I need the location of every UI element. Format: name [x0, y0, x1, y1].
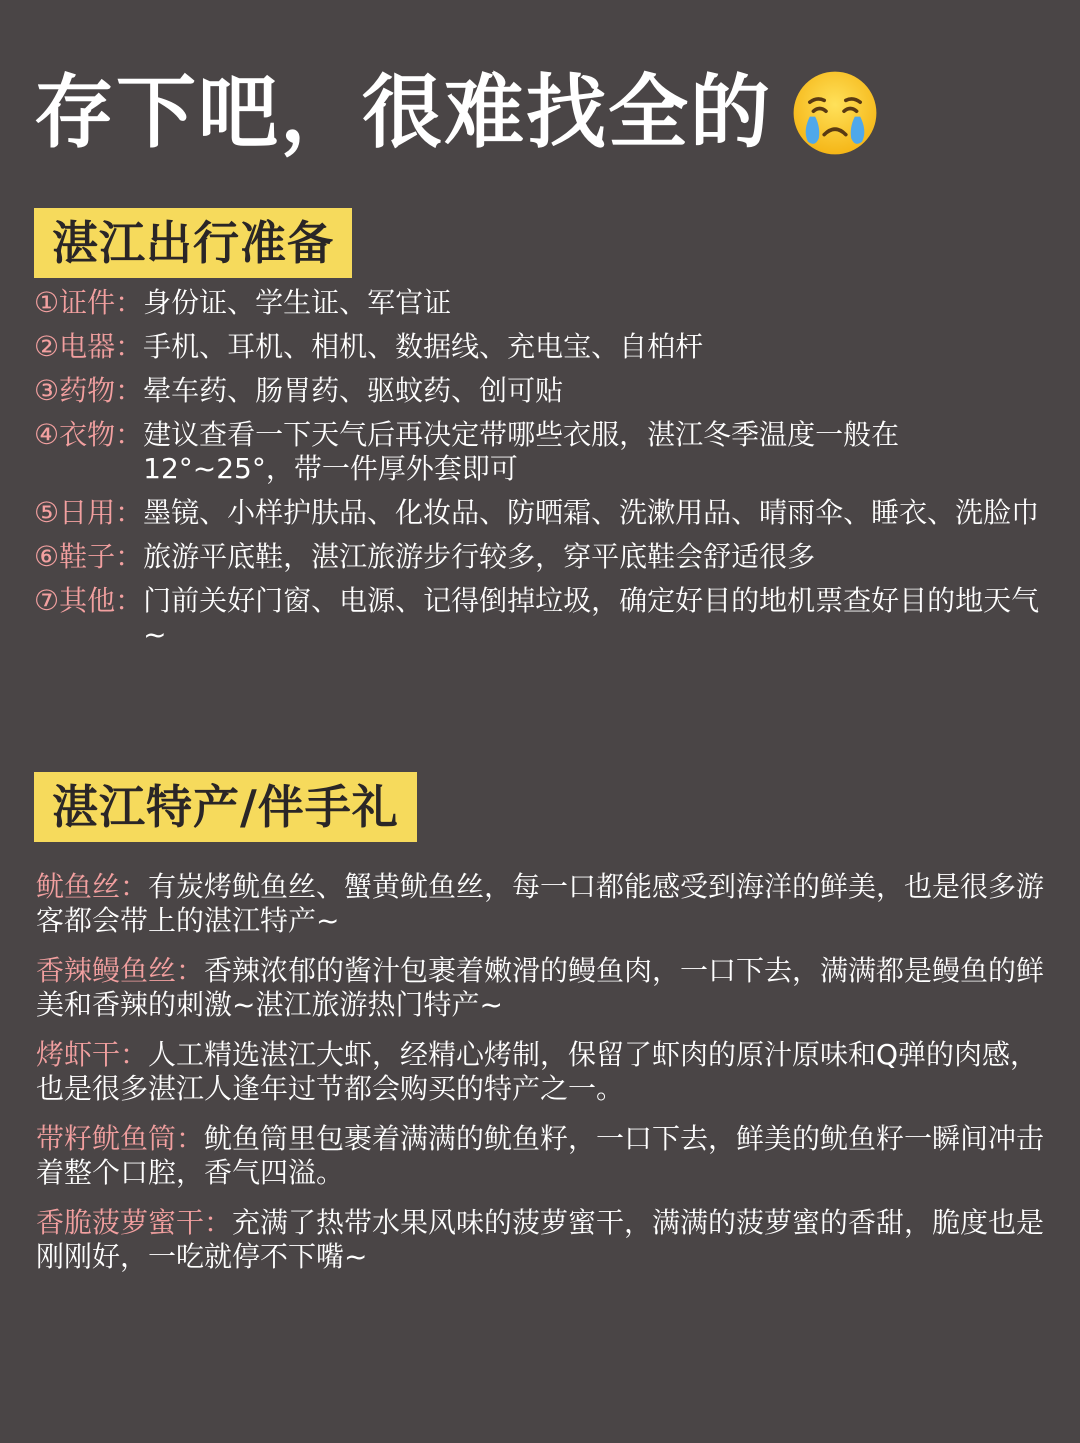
prep-text: 手机、耳机、相机、数据线、充电宝、自柏杆: [143, 330, 704, 363]
prep-text: 墨镜、小样护肤品、化妆品、防晒霜、洗漱用品、晴雨伞、睡衣、洗脸巾: [143, 496, 1040, 529]
prep-item-electronics: [34, 330, 1044, 364]
specialty-section-header: 湛江特产/伴手礼: [34, 772, 417, 842]
specialty-item-spicy-eel: [36, 954, 1056, 1022]
specialty-item-squid-shreds: [36, 870, 1056, 938]
prep-label: ①证件: [34, 286, 116, 319]
prep-colon: ：: [115, 418, 144, 451]
prep-colon: ：: [115, 330, 144, 363]
specialty-label: 香脆菠萝蜜干：: [36, 1206, 233, 1239]
prep-text: 旅游平底鞋，湛江旅游步行较多，穿平底鞋会舒适很多: [143, 540, 816, 573]
specialty-item-dried-shrimp: [36, 1038, 1056, 1106]
prep-item-medicine: [34, 374, 1044, 408]
specialty-text: 人工精选湛江大虾，经精心烤制，保留了虾肉的原汁原味和Q弹的肉感，也是很多湛江人逢年过节都会购买的特产之一。: [36, 1038, 1039, 1105]
specialty-label: 香辣鳗鱼丝：: [36, 954, 205, 987]
prep-label: ③药物: [34, 374, 116, 407]
page-title: 存下吧，很难找全的: [34, 66, 772, 159]
specialty-label: 烤虾干：: [36, 1038, 149, 1071]
prep-label: ⑥鞋子: [34, 540, 116, 573]
prep-colon: ：: [115, 584, 144, 617]
prep-text: 晕车药、肠胃药、驱蚊药、创可贴: [143, 374, 564, 407]
prep-text: 建议查看一下天气后再决定带哪些衣服，湛江冬季温度一般在12°~25°，带一件厚外套即可: [143, 418, 900, 485]
prep-item-daily: [34, 496, 1044, 530]
prep-item-shoes: [34, 540, 1044, 574]
prep-text: 身份证、学生证、军官证: [143, 286, 452, 319]
prep-colon: ：: [115, 496, 144, 529]
prep-colon: ：: [115, 286, 144, 319]
specialty-item-jackfruit-chips: [36, 1206, 1056, 1274]
specialty-text: 香辣浓郁的酱汁包裹着嫩滑的鳗鱼肉，一口下去，满满都是鳗鱼的鲜美和香辣的刺激~湛江旅游热门特产~: [36, 954, 1045, 1021]
specialty-text: 有炭烤鱿鱼丝、蟹黄鱿鱼丝，每一口都能感受到海洋的鲜美，也是很多游客都会带上的湛江特产~: [36, 870, 1045, 937]
specialty-list: [36, 870, 1056, 1290]
specialty-text: 充满了热带水果风味的菠萝蜜干，满满的菠萝蜜的香甜，脆度也是刚刚好，一吃就停不下嘴~: [36, 1206, 1045, 1273]
prep-list: [34, 286, 1044, 662]
prep-item-documents: [34, 286, 1044, 320]
prep-item-other: [34, 584, 1044, 652]
specialty-label: 带籽鱿鱼筒：: [36, 1122, 205, 1155]
crying-face-icon: [790, 68, 880, 158]
prep-section-header: 湛江出行准备: [34, 208, 352, 278]
prep-label: ②电器: [34, 330, 116, 363]
specialty-item-squid-roe-tube: [36, 1122, 1056, 1190]
prep-colon: ：: [115, 540, 144, 573]
prep-colon: ：: [115, 374, 144, 407]
prep-label: ⑤日用: [34, 496, 116, 529]
prep-text: 门前关好门窗、电源、记得倒掉垃圾，确定好目的地机票查好目的地天气~: [143, 584, 1040, 651]
prep-item-clothing: [34, 418, 1044, 486]
specialty-label: 鱿鱼丝：: [36, 870, 149, 903]
title-row: [34, 58, 880, 168]
prep-label: ④衣物: [34, 418, 116, 451]
prep-label: ⑦其他: [34, 584, 116, 617]
specialty-text: 鱿鱼筒里包裹着满满的鱿鱼籽，一口下去，鲜美的鱿鱼籽一瞬间冲击着整个口腔，香气四溢。: [36, 1122, 1045, 1189]
